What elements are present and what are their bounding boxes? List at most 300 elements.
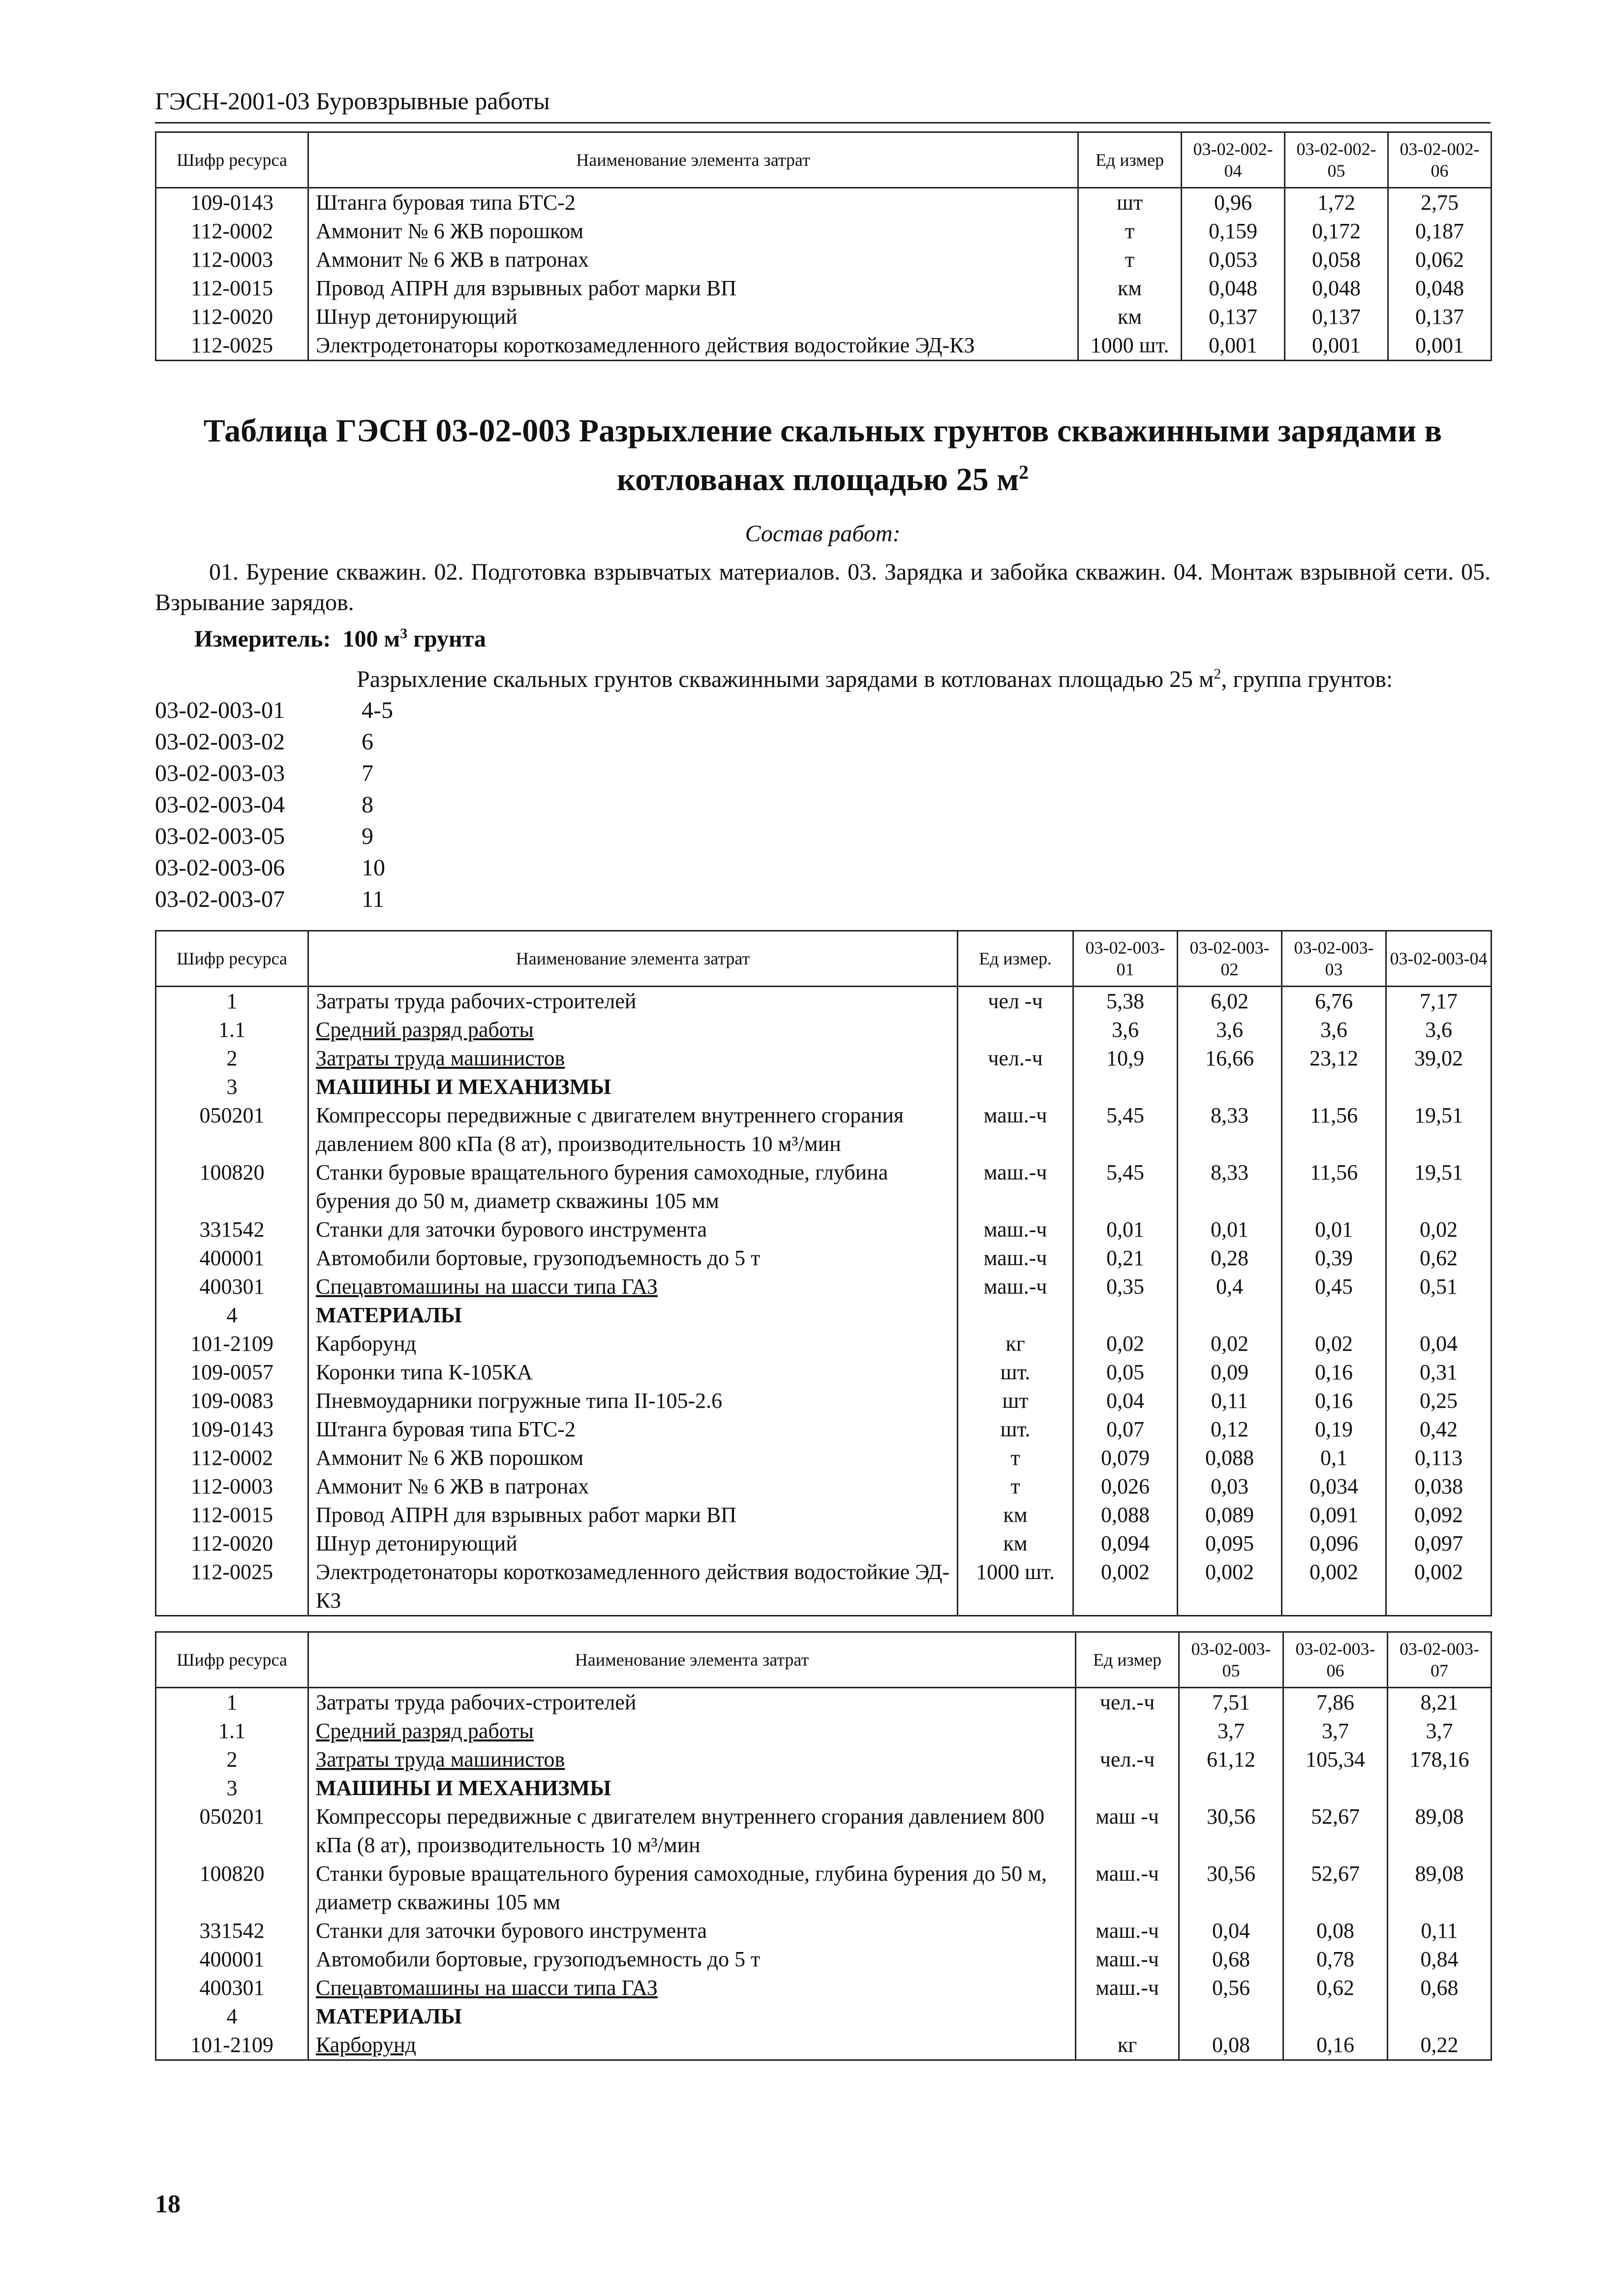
resource-value (1283, 2002, 1388, 2031)
resource-value: 0,159 (1182, 217, 1285, 246)
resource-value: 39,02 (1386, 1044, 1492, 1073)
resource-unit: 1000 шт. (1078, 331, 1182, 361)
resource-value: 0,053 (1182, 246, 1285, 274)
col-header-variant: 03-02-003-02 (1178, 931, 1282, 987)
resource-name: Шнур детонирующий (308, 303, 1078, 331)
resource-name: Спецавтомашины на шасси типа ГАЗ (308, 1974, 1076, 2002)
col-header-variant: 03-02-003-06 (1283, 1632, 1388, 1688)
resource-value: 0,08 (1283, 1917, 1388, 1945)
resource-code: 331542 (156, 1215, 308, 1244)
resource-value: 11,56 (1282, 1101, 1386, 1158)
table-2-header-row (156, 931, 1492, 987)
table-row (156, 1472, 1492, 1501)
resource-table-1 (155, 131, 1492, 361)
resource-value: 0,31 (1386, 1358, 1492, 1387)
resource-value: 8,21 (1388, 1688, 1492, 1717)
resource-value: 0,089 (1178, 1501, 1282, 1529)
table-row (156, 188, 1492, 217)
resource-unit: маш.-ч (958, 1272, 1073, 1301)
resource-value: 0,16 (1282, 1358, 1386, 1387)
measure-unit: Измеритель: 100 $м^3$ грунта (194, 625, 486, 652)
variant-code: 03-02-003-05 (155, 823, 285, 849)
resource-value: 0,42 (1386, 1415, 1492, 1444)
variant-soil-group: 9 (362, 823, 373, 849)
resource-name: Станки буровые вращательного бурения самоходные, глубина бурения до 50 м, диаметр скважины 105 мм (308, 1158, 958, 1215)
resource-value: 0,001 (1388, 331, 1492, 361)
resource-unit (1076, 1774, 1179, 1802)
table-row (156, 1974, 1492, 2002)
table-row (156, 1272, 1492, 1301)
resource-value: 0,78 (1283, 1945, 1388, 1974)
table-row (156, 2002, 1492, 2031)
resource-code: 112-0025 (156, 1558, 308, 1616)
resource-value: 3,7 (1283, 1717, 1388, 1745)
resource-value: 178,16 (1388, 1745, 1492, 1774)
resource-value (1073, 1301, 1178, 1330)
resource-value: 0,68 (1179, 1945, 1283, 1974)
col-header-variant: 03-02-003-01 (1073, 931, 1178, 987)
resource-name: Затраты труда рабочих-строителей (308, 987, 958, 1016)
resource-code: 1 (156, 987, 308, 1016)
resource-value: 0,01 (1073, 1215, 1178, 1244)
resource-unit: маш.-ч (1076, 1860, 1179, 1917)
resource-value: 19,51 (1386, 1158, 1492, 1215)
resource-name: МАТЕРИАЛЫ (308, 2002, 1076, 2031)
resource-value: 1,72 (1285, 188, 1388, 217)
resource-value (1073, 1073, 1178, 1101)
col-header-code: Шифр ресурса (156, 132, 308, 188)
resource-value: 0,02 (1282, 1330, 1386, 1358)
variant-row (155, 789, 1491, 821)
resource-value: 8,33 (1178, 1101, 1282, 1158)
resource-name: Станки для заточки бурового инструмента (308, 1215, 958, 1244)
resource-value: 0,08 (1179, 2031, 1283, 2060)
resource-name: Аммонит № 6 ЖВ в патронах (308, 1472, 958, 1501)
resource-value (1282, 1073, 1386, 1101)
resource-value: 0,11 (1388, 1917, 1492, 1945)
col-header-name: Наименование элемента затрат (308, 1632, 1076, 1688)
variant-row (155, 821, 1491, 852)
resource-value: 0,092 (1386, 1501, 1492, 1529)
resource-value: 3,6 (1386, 1016, 1492, 1044)
resource-value: 0,09 (1178, 1358, 1282, 1387)
resource-unit: маш.-ч (1076, 1917, 1179, 1945)
resource-value: 0,095 (1178, 1529, 1282, 1558)
table-row (156, 1501, 1492, 1529)
table-1-header-row (156, 132, 1492, 188)
resource-value: 0,137 (1182, 303, 1285, 331)
resource-name: Аммонит № 6 ЖВ порошком (308, 1444, 958, 1472)
resource-code: 109-0143 (156, 1415, 308, 1444)
table-row (156, 1945, 1492, 1974)
table-row (156, 1244, 1492, 1272)
resource-value: 0,62 (1386, 1244, 1492, 1272)
variant-code: 03-02-003-07 (155, 886, 285, 912)
resource-value (1178, 1301, 1282, 1330)
resource-value: 0,1 (1282, 1444, 1386, 1472)
resource-code: 331542 (156, 1917, 308, 1945)
resource-value: 23,12 (1282, 1044, 1386, 1073)
resource-value: 0,002 (1178, 1558, 1282, 1616)
works-text: 01. Бурение скважин. 02. Подготовка взрывчатых материалов. 03. Зарядка и забойка скважин. 04. Монтаж взрывной сети. 05. Взрывание зарядов. (155, 559, 1491, 616)
resource-unit: кг (1076, 2031, 1179, 2060)
resource-name: Штанга буровая типа БТС-2 (308, 188, 1078, 217)
table-row (156, 1917, 1492, 1945)
col-header-name: Наименование элемента затрат (308, 132, 1078, 188)
resource-code: 112-0002 (156, 217, 308, 246)
table-row (156, 1774, 1492, 1802)
resource-value: 0,03 (1178, 1472, 1282, 1501)
resource-code: 100820 (156, 1158, 308, 1215)
resource-value: 0,038 (1386, 1472, 1492, 1501)
table-row (156, 274, 1492, 303)
resource-name: Шнур детонирующий (308, 1529, 958, 1558)
resource-value (1386, 1073, 1492, 1101)
table-row (156, 1745, 1492, 1774)
resource-name: Провод АПРН для взрывных работ марки ВП (308, 1501, 958, 1529)
table-row (156, 1158, 1492, 1215)
resource-value: 0,04 (1073, 1387, 1178, 1415)
resource-value: 0,187 (1388, 217, 1492, 246)
resource-value: 0,001 (1285, 331, 1388, 361)
variant-soil-group: 8 (362, 792, 373, 818)
resource-value: 6,76 (1282, 987, 1386, 1016)
variant-code: 03-02-003-04 (155, 792, 285, 818)
resource-unit: 1000 шт. (958, 1558, 1073, 1616)
resource-value: 2,75 (1388, 188, 1492, 217)
resource-name: Станки для заточки бурового инструмента (308, 1917, 1076, 1945)
resource-code: 109-0057 (156, 1358, 308, 1387)
col-header-unit: Ед измер (1078, 132, 1182, 188)
resource-value: 30,56 (1179, 1860, 1283, 1917)
resource-value (1178, 1073, 1282, 1101)
resource-code: 4 (156, 2002, 308, 2031)
col-header-unit: Ед измер (1076, 1632, 1179, 1688)
resource-unit (958, 1073, 1073, 1101)
table-row (156, 1860, 1492, 1917)
resource-code: 112-0003 (156, 246, 308, 274)
resource-value: 0,16 (1282, 1387, 1386, 1415)
resource-unit: т (1078, 246, 1182, 274)
resource-value: 0,01 (1178, 1215, 1282, 1244)
resource-unit: км (1078, 303, 1182, 331)
resource-value (1179, 1774, 1283, 1802)
section-title-line-2: котлованах площадью 25 $м^2$ (616, 461, 1029, 497)
resource-value (1386, 1301, 1492, 1330)
resource-name: Компрессоры передвижные с двигателем внутреннего сгорания давлением 800 кПа (8 ат), производительность 10 м³/мин (308, 1101, 958, 1158)
resource-name: Затраты труда рабочих-строителей (308, 1688, 1076, 1717)
variant-code: 03-02-003-06 (155, 855, 285, 881)
resource-value: 8,33 (1178, 1158, 1282, 1215)
resource-value: 52,67 (1283, 1860, 1388, 1917)
resource-name: Аммонит № 6 ЖВ порошком (308, 217, 1078, 246)
resource-unit (1076, 2002, 1179, 2031)
resource-code: 4 (156, 1301, 308, 1330)
variant-soil-group: 10 (362, 855, 385, 881)
resource-unit: км (958, 1501, 1073, 1529)
resource-code: 100820 (156, 1860, 308, 1917)
variant-soil-group: 4-5 (362, 697, 393, 723)
resource-value: 19,51 (1386, 1101, 1492, 1158)
resource-value: 30,56 (1179, 1802, 1283, 1860)
resource-value: 0,96 (1182, 188, 1285, 217)
resource-value: 5,38 (1073, 987, 1178, 1016)
resource-value: 0,25 (1386, 1387, 1492, 1415)
resource-unit: кг (958, 1330, 1073, 1358)
resource-unit (958, 1016, 1073, 1044)
resource-value: 0,079 (1073, 1444, 1178, 1472)
table-row (156, 1073, 1492, 1101)
resource-value: 0,001 (1182, 331, 1285, 361)
variant-code: 03-02-003-02 (155, 729, 285, 755)
resource-name: МАШИНЫ И МЕХАНИЗМЫ (308, 1774, 1076, 1802)
col-header-variant: 03-02-003-07 (1388, 1632, 1492, 1688)
variant-description: Разрыхление скальных грунтов скважинными зарядами в котлованах площадью 25 $м^2$, группа грунтов: (357, 666, 1393, 692)
resource-code: 109-0143 (156, 188, 308, 217)
resource-value (1283, 1774, 1388, 1802)
table-row (156, 1558, 1492, 1616)
resource-name: Электродетонаторы короткозамедленного действия водостойкие ЭД-КЗ (308, 331, 1078, 361)
table-row (156, 1717, 1492, 1745)
resource-code: 1.1 (156, 1016, 308, 1044)
resource-name: Средний разряд работы (308, 1717, 1076, 1745)
resource-value: 7,86 (1283, 1688, 1388, 1717)
resource-unit: маш.-ч (1076, 1945, 1179, 1974)
resource-table-3 (155, 1631, 1492, 2061)
resource-code: 112-0025 (156, 331, 308, 361)
resource-value: 5,45 (1073, 1158, 1178, 1215)
resource-code: 112-0015 (156, 274, 308, 303)
resource-code: 109-0083 (156, 1387, 308, 1415)
table-row (156, 2031, 1492, 2060)
resource-unit: т (1078, 217, 1182, 246)
resource-value: 0,02 (1073, 1330, 1178, 1358)
resource-value: 0,097 (1386, 1529, 1492, 1558)
variant-list (155, 695, 1491, 915)
resource-name: Провод АПРН для взрывных работ марки ВП (308, 274, 1078, 303)
table-row (156, 1415, 1492, 1444)
resource-value: 0,39 (1282, 1244, 1386, 1272)
resource-code: 112-0020 (156, 303, 308, 331)
resource-name: Коронки типа К-105КА (308, 1358, 958, 1387)
resource-value (1388, 2002, 1492, 2031)
resource-name: МАШИНЫ И МЕХАНИЗМЫ (308, 1073, 958, 1101)
resource-value: 0,62 (1283, 1974, 1388, 2002)
resource-value: 0,12 (1178, 1415, 1282, 1444)
resource-value: 0,68 (1388, 1974, 1492, 2002)
resource-name: МАТЕРИАЛЫ (308, 1301, 958, 1330)
resource-code: 101-2109 (156, 2031, 308, 2060)
resource-unit: чел.-ч (958, 1044, 1073, 1073)
resource-value: 0,28 (1178, 1244, 1282, 1272)
resource-value: 89,08 (1388, 1860, 1492, 1917)
col-header-unit: Ед измер. (958, 931, 1073, 987)
resource-unit: маш -ч (1076, 1802, 1179, 1860)
resource-name: Средний разряд работы (308, 1016, 958, 1044)
resource-code: 112-0003 (156, 1472, 308, 1501)
resource-code: 112-0015 (156, 1501, 308, 1529)
resource-unit: км (958, 1529, 1073, 1558)
resource-unit: маш.-ч (958, 1101, 1073, 1158)
resource-value: 89,08 (1388, 1802, 1492, 1860)
variant-code: 03-02-003-01 (155, 697, 285, 723)
section-title-line-1: Таблица ГЭСН 03-02-003 Разрыхление скальных грунтов скважинными зарядами в (203, 413, 1442, 449)
table-row (156, 1301, 1492, 1330)
resource-code: 400001 (156, 1945, 308, 1974)
resource-value (1282, 1301, 1386, 1330)
resource-value: 0,11 (1178, 1387, 1282, 1415)
running-header: ГЭСН-2001-03 Буровзрывные работы (155, 84, 1491, 124)
resource-value: 105,34 (1283, 1745, 1388, 1774)
resource-value: 0,21 (1073, 1244, 1178, 1272)
resource-value: 0,45 (1282, 1272, 1386, 1301)
resource-value: 6,02 (1178, 987, 1282, 1016)
variant-soil-group: 6 (362, 729, 373, 755)
variant-row (155, 884, 1491, 915)
table-row (156, 1101, 1492, 1158)
document-page (155, 84, 1491, 2061)
resource-value: 0,19 (1282, 1415, 1386, 1444)
resource-value: 3,6 (1282, 1016, 1386, 1044)
resource-code: 400301 (156, 1272, 308, 1301)
resource-unit: маш.-ч (958, 1244, 1073, 1272)
resource-value: 7,17 (1386, 987, 1492, 1016)
table-row (156, 303, 1492, 331)
resource-value: 7,51 (1179, 1688, 1283, 1717)
resource-value: 0,002 (1386, 1558, 1492, 1616)
resource-value: 5,45 (1073, 1101, 1178, 1158)
table-row (156, 246, 1492, 274)
resource-code: 1 (156, 1688, 308, 1717)
resource-value: 0,07 (1073, 1415, 1178, 1444)
page-number: 18 (155, 2190, 181, 2218)
resource-value: 0,002 (1073, 1558, 1178, 1616)
resource-value: 0,02 (1386, 1215, 1492, 1244)
section-title (155, 410, 1491, 500)
col-header-code: Шифр ресурса (156, 1632, 308, 1688)
resource-value: 0,04 (1179, 1917, 1283, 1945)
resource-name: Компрессоры передвижные с двигателем внутреннего сгорания давлением 800 кПа (8 ат), производительность 10 м³/мин (308, 1802, 1076, 1860)
resource-value: 11,56 (1282, 1158, 1386, 1215)
col-header-variant: 03-02-003-05 (1179, 1632, 1283, 1688)
resource-name: Затраты труда машинистов (308, 1745, 1076, 1774)
resource-code: 1.1 (156, 1717, 308, 1745)
resource-unit: шт (958, 1387, 1073, 1415)
resource-value: 0,84 (1388, 1945, 1492, 1974)
table-row (156, 1529, 1492, 1558)
resource-value (1388, 1774, 1492, 1802)
resource-name: Затраты труда машинистов (308, 1044, 958, 1073)
table-row (156, 1215, 1492, 1244)
resource-value: 0,4 (1178, 1272, 1282, 1301)
resource-value: 0,137 (1388, 303, 1492, 331)
variant-row (155, 758, 1491, 789)
variant-row (155, 695, 1491, 726)
variant-code: 03-02-003-03 (155, 760, 285, 786)
resource-value: 10,9 (1073, 1044, 1178, 1073)
resource-value: 3,6 (1178, 1016, 1282, 1044)
resource-value: 0,51 (1386, 1272, 1492, 1301)
col-header-code: Шифр ресурса (156, 931, 308, 987)
resource-unit: маш.-ч (958, 1158, 1073, 1215)
variant-soil-group: 7 (362, 760, 373, 786)
resource-value: 0,35 (1073, 1272, 1178, 1301)
resource-code: 112-0002 (156, 1444, 308, 1472)
col-header-name: Наименование элемента затрат (308, 931, 958, 987)
table-3-header-row (156, 1632, 1492, 1688)
resource-unit: маш.-ч (1076, 1974, 1179, 2002)
resource-value: 0,048 (1285, 274, 1388, 303)
resource-name: Автомобили бортовые, грузоподъемность до 5 т (308, 1244, 958, 1272)
resource-value (1179, 2002, 1283, 2031)
resource-value: 0,034 (1282, 1472, 1386, 1501)
resource-code: 050201 (156, 1101, 308, 1158)
resource-value: 0,137 (1285, 303, 1388, 331)
resource-value: 0,56 (1179, 1974, 1283, 2002)
table-row (156, 331, 1492, 361)
resource-value: 0,096 (1282, 1529, 1386, 1558)
resource-unit (958, 1301, 1073, 1330)
col-header-variant: 03-02-002-06 (1388, 132, 1492, 188)
resource-value: 0,088 (1178, 1444, 1282, 1472)
resource-code: 050201 (156, 1802, 308, 1860)
resource-name: Штанга буровая типа БТС-2 (308, 1415, 958, 1444)
resource-code: 2 (156, 1044, 308, 1073)
resource-value: 0,01 (1282, 1215, 1386, 1244)
variant-row (155, 726, 1491, 758)
col-header-variant: 03-02-002-05 (1285, 132, 1388, 188)
resource-value: 3,7 (1179, 1717, 1283, 1745)
table-row (156, 1330, 1492, 1358)
resource-name: Спецавтомашины на шасси типа ГАЗ (308, 1272, 958, 1301)
resource-unit: км (1078, 274, 1182, 303)
resource-unit: чел.-ч (1076, 1745, 1179, 1774)
resource-value: 52,67 (1283, 1802, 1388, 1860)
table-row (156, 1358, 1492, 1387)
resource-name: Электродетонаторы короткозамедленного действия водостойкие ЭД-КЗ (308, 1558, 958, 1616)
resource-unit: т (958, 1472, 1073, 1501)
resource-code: 400001 (156, 1244, 308, 1272)
resource-value: 0,113 (1386, 1444, 1492, 1472)
resource-value: 0,094 (1073, 1529, 1178, 1558)
resource-code: 3 (156, 1073, 308, 1101)
resource-value: 0,091 (1282, 1501, 1386, 1529)
col-header-variant: 03-02-003-03 (1282, 931, 1386, 987)
resource-value: 0,172 (1285, 217, 1388, 246)
resource-value: 16,66 (1178, 1044, 1282, 1073)
resource-unit: шт (1078, 188, 1182, 217)
table-row (156, 1044, 1492, 1073)
table-row (156, 1802, 1492, 1860)
resource-name: Станки буровые вращательного бурения самоходные, глубина бурения до 50 м, диаметр скважины 105 мм (308, 1860, 1076, 1917)
resource-value: 0,048 (1182, 274, 1285, 303)
resource-code: 112-0020 (156, 1529, 308, 1558)
resource-value: 0,002 (1282, 1558, 1386, 1616)
resource-value: 0,02 (1178, 1330, 1282, 1358)
resource-table-2 (155, 930, 1492, 1616)
resource-code: 3 (156, 1774, 308, 1802)
col-header-variant: 03-02-002-04 (1182, 132, 1285, 188)
resource-value: 61,12 (1179, 1745, 1283, 1774)
resource-name: Пневмоударники погружные типа II-105-2.6 (308, 1387, 958, 1415)
resource-unit: т (958, 1444, 1073, 1472)
resource-value: 0,088 (1073, 1501, 1178, 1529)
resource-code: 400301 (156, 1974, 308, 2002)
table-row (156, 1444, 1492, 1472)
resource-unit: шт. (958, 1415, 1073, 1444)
resource-value: 0,22 (1388, 2031, 1492, 2060)
resource-code: 101-2109 (156, 1330, 308, 1358)
